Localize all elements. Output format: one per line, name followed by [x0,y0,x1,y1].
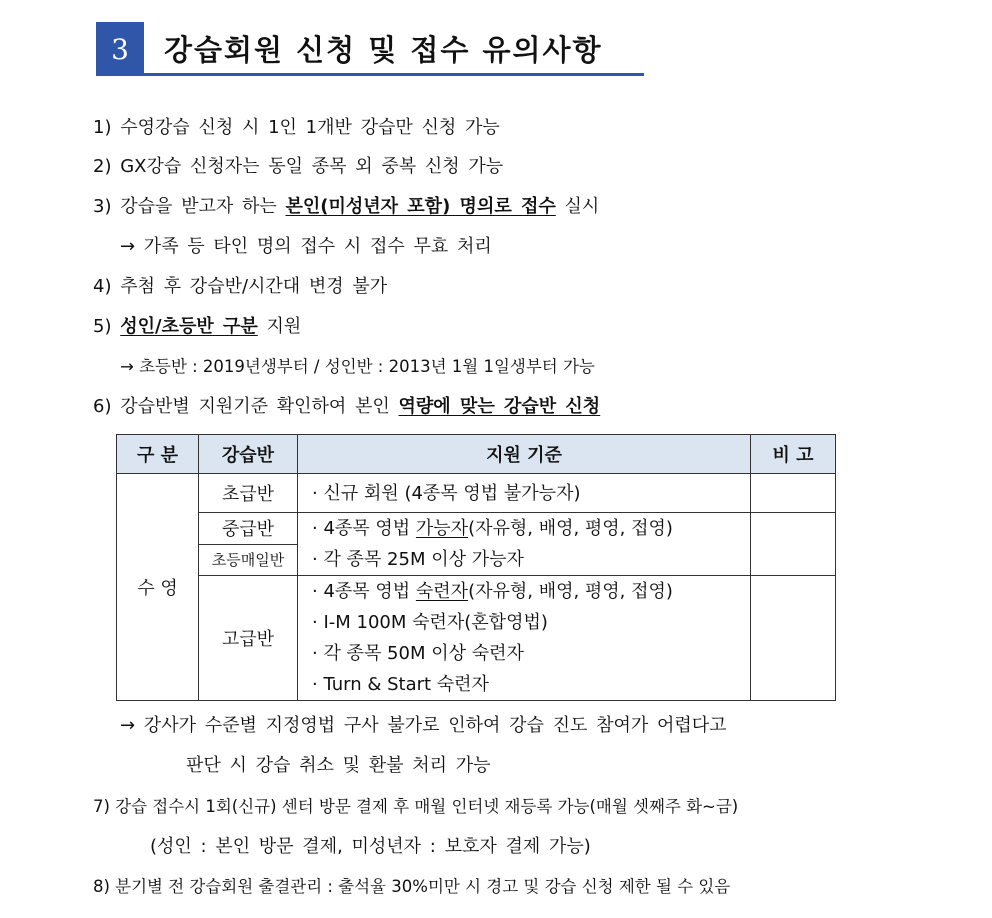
item-5-tail: 지원 [257,316,302,337]
item-4: 4) 추첨 후 강습반/시간대 변경 불가 [93,276,388,297]
criteria-cell-beginner [298,474,751,513]
category-cell: 수 영 [117,474,199,701]
item-3-text: 3) 강습을 받고자 하는 [93,196,286,217]
class-cell-intermediate: 중급반 [199,513,298,545]
item-5 [93,312,301,338]
support-criteria-table [116,434,836,701]
criteria-text-tail: (자유형, 배영, 평영, 접영) [468,581,673,602]
class-cell-advanced: 고급반 [199,576,298,701]
section-title: 강습회원 신청 및 접수 유의사항 [164,33,603,67]
criteria-emphasis: 가능자 [415,518,469,539]
item-6-emphasis: 역량에 맞는 강습반 신청 [398,396,601,417]
remarks-cell [751,474,836,513]
item-5-sub: → 초등반 : 2019년생부터 / 성인반 : 2013년 1월 1일생부터 가능 [120,357,595,376]
header-category: 구 분 [117,435,199,474]
criteria-line: · Turn & Start 숙련자 [312,674,489,695]
note-line-2: 판단 시 강습 취소 및 환불 처리 가능 [186,755,491,776]
item-7-sub: (성인 : 본인 방문 결제, 미성년자 : 보호자 결제 가능) [150,836,591,857]
class-cell-beginner: 초급반 [199,474,298,513]
item-3-sub: → 가족 등 타인 명의 접수 시 접수 무효 처리 [120,236,492,257]
section-number: 3 [96,22,144,76]
item-1: 1) 수영강습 신청 시 1인 1개반 강습만 신청 가능 [93,117,500,138]
criteria-text: · 4종목 영법 [312,518,416,539]
header-criteria: 지원 기준 [298,435,751,474]
item-6-text: 6) 강습반별 지원기준 확인하여 본인 [93,396,399,417]
note-line-1: → 강사가 수준별 지정영법 구사 불가로 인하여 강습 진도 참여가 어렵다고 [120,715,727,736]
item-5-emphasis: 성인/초등반 구분 [120,316,258,337]
item-3-emphasis: 본인(미성년자 포함) 명의로 접수 [285,196,556,217]
criteria-cell-intermediate [298,513,751,576]
item-2: 2) GX강습 신청자는 동일 종목 외 중복 신청 가능 [93,156,504,177]
remarks-cell [751,513,836,576]
criteria-emphasis: 숙련자 [415,581,469,602]
item-7: 7) 강습 접수시 1회(신규) 센터 방문 결제 후 매월 인터넷 재등록 가능(매월 셋째주 화~금) [93,797,739,816]
criteria-line: · 신규 회원 (4종목 영법 불가능자) [312,482,581,504]
criteria-line [312,513,750,544]
header-class: 강습반 [199,435,298,474]
criteria-line: · 각 종목 50M 이상 숙련자 [312,643,524,664]
item-8: 8) 분기별 전 강습회원 출결관리 : 출석율 30%미만 시 경고 및 강습 신청 제한 될 수 있음 [93,877,731,896]
header-remarks: 비 고 [751,435,836,474]
item-3-tail: 실시 [555,196,600,217]
section-heading [96,22,644,78]
class-cell-elementary: 초등매일반 [199,544,298,576]
table-row [117,576,836,701]
item-3 [93,192,599,218]
remarks-cell [751,576,836,701]
item-5-text: 5) [93,316,121,337]
table-header-row [117,435,836,474]
table-row [117,513,836,545]
table-row [117,474,836,513]
criteria-line: · 각 종목 25M 이상 가능자 [312,549,524,570]
criteria-text-tail: (자유형, 배영, 평영, 접영) [468,518,673,539]
criteria-line: · I-M 100M 숙련자(혼합영법) [312,612,548,633]
item-6 [93,392,600,418]
criteria-text: · 4종목 영법 [312,581,416,602]
criteria-line [312,576,750,607]
criteria-cell-advanced [298,576,751,701]
title-underline [144,73,644,76]
